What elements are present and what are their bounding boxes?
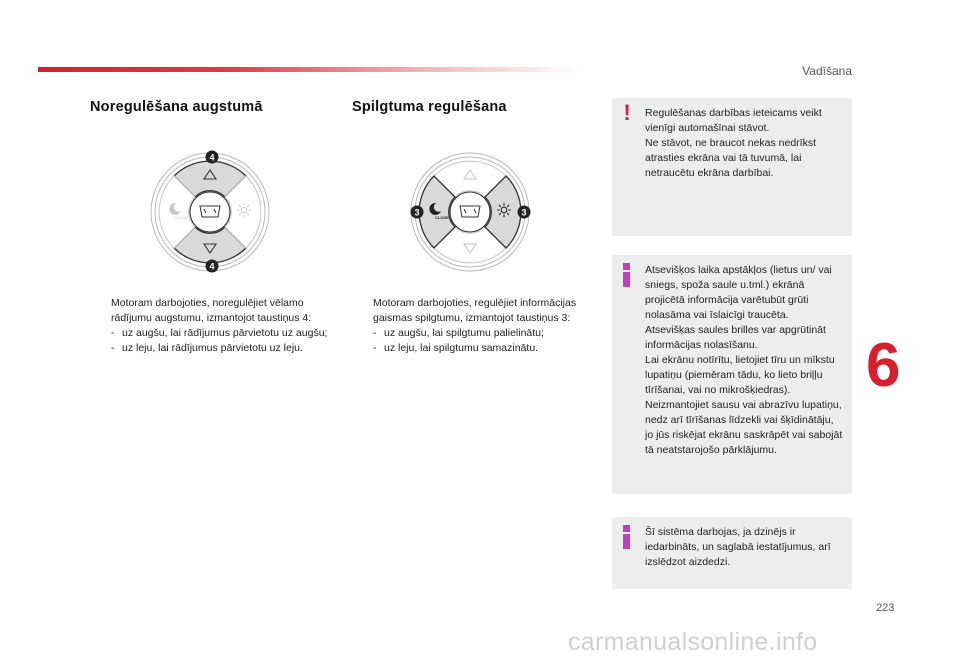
svg-text:3: 3 bbox=[414, 207, 420, 218]
badge-4-top bbox=[206, 151, 219, 164]
chapter-number: 6 bbox=[866, 331, 901, 400]
note-text: Regulēšanas darbības ieteicams veikt vienīgi automašīnai stāvot. Ne stāvot, ne braucot nekas nedrīkst atrasties ekrāna vai tā tuvumā, lai netraucētu ekrāna darbībai. bbox=[645, 107, 822, 179]
warning-note bbox=[612, 98, 852, 236]
info-note bbox=[612, 517, 852, 589]
exclamation-icon: ! bbox=[623, 100, 631, 125]
svg-text:4: 4 bbox=[209, 261, 215, 272]
badge-3-right bbox=[518, 206, 531, 219]
height-adjust-title: Noregulēšana augstumā bbox=[90, 99, 263, 115]
list-item: - uz augšu, lai rādījumus pārvietotu uz augšu; bbox=[111, 327, 328, 339]
badge-4-bottom bbox=[206, 260, 219, 273]
list-item: - uz augšu, lai spilgtumu palielinātu; bbox=[373, 327, 544, 339]
instruction-text: Motoram darbojoties, noregulējiet vēlamo rādījumu augstumu, izmantojot taustiņus 4: bbox=[111, 297, 312, 324]
list-item: - uz leju, lai rādījumus pārvietotu uz leju. bbox=[111, 342, 303, 354]
info-icon bbox=[622, 261, 630, 287]
height-control-diagram bbox=[150, 150, 270, 274]
info-icon bbox=[622, 523, 630, 549]
close-label: CLOSE bbox=[175, 215, 189, 220]
close-label: CLOSE bbox=[435, 215, 449, 220]
note-text: Šī sistēma darbojas, ja dzinējs ir iedarbināts, un saglabā iestatījumus, arī izslēdzot aizdedzi. bbox=[645, 526, 831, 568]
brightness-control-diagram bbox=[408, 150, 533, 274]
instruction-text: Motoram darbojoties, regulējiet informācijas gaismas spilgtumu, izmantojot taustiņus 3: bbox=[373, 297, 577, 324]
page-number: 223 bbox=[876, 602, 895, 614]
brightness-adjust-title: Spilgtuma regulēšana bbox=[352, 99, 507, 115]
height-instructions bbox=[90, 296, 330, 356]
header-accent-bar bbox=[38, 67, 583, 72]
note-text: Atsevišķos laika apstākļos (lietus un/ vai sniegs, spoža saule u.tml.) ekrānā projicētā informācija varētubūt grūti nolasāma vai īslaicīgi traucēta. Atsevišķas saules brilles var apgrūtināt informācijas nolasīšanu. Lai ekrānu notīrītu, lietojiet tīru un mīkstu lupatiņu (piemēram tādu, ko lieto briļļu tīrīšanai, vai no mikrošķiedras). Neizmantojiet sausu vai abrazīvu lupatiņu, nedz arī tīrīšanas līdzekli vai šķīdinātāju, jo jūs riskējat ekrānu saskrāpēt vai sabojāt tā neatstarojošo pārklājumu. bbox=[645, 264, 843, 456]
svg-text:4: 4 bbox=[209, 152, 215, 163]
section-label: Vadīšana bbox=[802, 64, 852, 78]
info-note bbox=[612, 255, 852, 494]
list-item: - uz leju, lai spilgtumu samazinātu. bbox=[373, 342, 539, 354]
svg-text:3: 3 bbox=[521, 207, 527, 218]
badge-3-left bbox=[411, 206, 424, 219]
watermark: carmanualsonline.info bbox=[568, 628, 818, 656]
brightness-instructions bbox=[352, 296, 597, 356]
